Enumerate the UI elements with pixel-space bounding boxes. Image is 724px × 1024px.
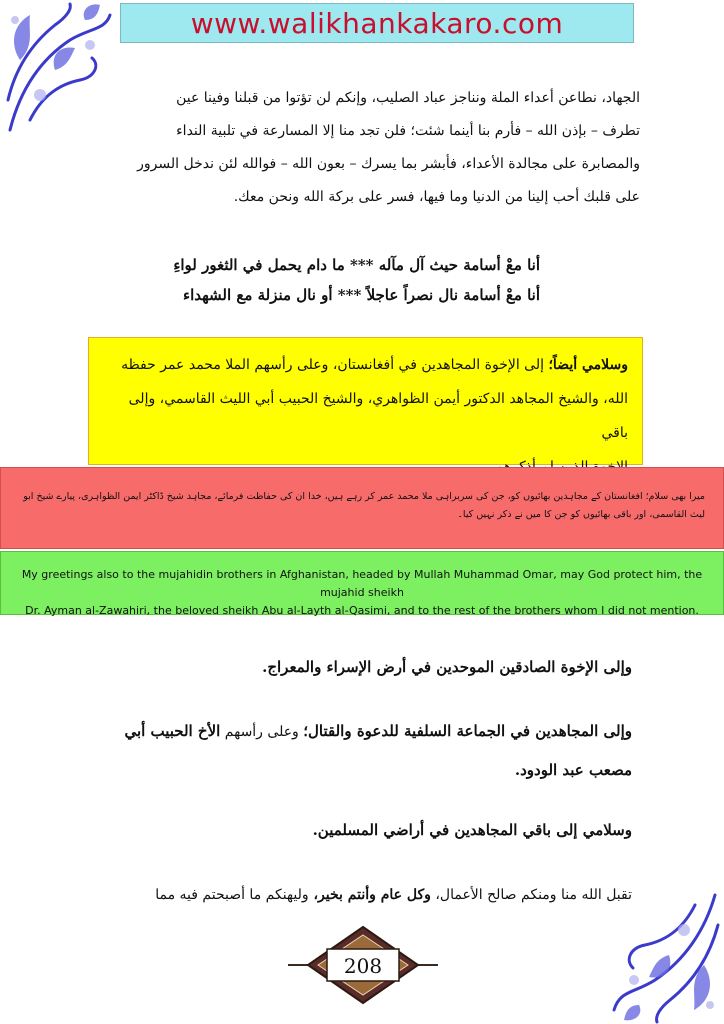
english-translation-line: My greetings also to the mujahidin brothers in Afghanistan, headed by Mullah Muhammad Omar, may God protect him, the mujahid sheikh — [21, 568, 703, 599]
body-line: وسلامي إلى باقي المجاهدين في أراضي المسلمين. — [312, 821, 632, 839]
english-translation-line: Dr. Ayman al-Zawahiri, the beloved sheikh Abu al-Layth al-Qasimi, and to the rest of the brothers whom I did not mention. — [25, 604, 699, 617]
body-text: وعلى رأسهم — [220, 724, 304, 740]
intro-line: على قلبك أحب إلينا من الدنيا وما فيها، فسر على بركة الله ونحن معك. — [233, 189, 640, 205]
body-text: وإلى المجاهدين في الجماعة السلفية للدعوة والقتال؛ — [303, 722, 632, 740]
site-header — [120, 3, 634, 43]
body-line — [92, 712, 632, 751]
body-text: وليهنكم ما أصبحتم فيه مما — [155, 887, 309, 903]
urdu-translation-box — [0, 467, 724, 549]
poem-line: أنا معْ أسامة نال نصراً عاجلاً *** أو نال منزلة مع الشهداء — [183, 286, 540, 304]
page-number: 208 — [343, 954, 383, 978]
intro-line: والمصابرة على مجالدة الأعداء، فأبشر بما يسرك – بعون الله – فوالله لئن ندخل السرور — [137, 156, 640, 172]
body-text: تقبل الله منا ومنكم صالح الأعمال، — [430, 887, 632, 903]
body-line: وإلى الإخوة الصادقين الموحدين في أرض الإسراء والمعراج. — [262, 658, 632, 676]
urdu-translation-text: میرا بھی سلام؛ افغانستان کے مجاہدین بھائیوں کو، جن کی سربراہی ملا محمد عمر کر رہے ہیں، خدا ان کی حفاظت فرمائے، مجاہد شیخ ڈاکٹر ایمن الظواہری، پیارے شیخ ابو لیث القاسمی، اور باقی بھائیوں کو جن کا میں نے ذکر نہیں کیا۔ — [23, 491, 705, 520]
greeting-line: الله، والشيخ المجاهد الدكتور أيمن الظواهري، والشيخ الحبيب أبي الليث القاسمي، وإلى باقي — [128, 391, 628, 441]
body-line: مصعب عبد الودود. — [514, 761, 632, 779]
intro-line: تطرف – بإذن الله – فأرم بنا أينما شئت؛ فلن تجد منا إلا المسارعة في تلبية النداء — [176, 123, 640, 139]
floral-ornament-icon — [600, 890, 724, 1024]
greeting-line — [103, 348, 628, 382]
site-url[interactable]: www.walikhankakaro.com — [190, 6, 564, 40]
poem-verses — [92, 250, 540, 310]
poem-line: أنا معْ أسامة حيث آل مآله *** ما دام يحمل في الثغور لواءِ — [173, 256, 540, 274]
body-line — [92, 880, 632, 910]
intro-paragraph — [92, 82, 640, 214]
english-translation-box — [0, 551, 724, 615]
body-text: الأخ الحبيب أبي — [124, 722, 221, 740]
intro-line: الجهاد، نطاعن أعداء الملة ونناجز عباد الصليب، وإنكم لن تؤتوا من قبلنا وفينا عين — [176, 90, 640, 106]
body-text-bold: وكل عام وأنتم بخير، — [308, 887, 431, 903]
greeting-lead: وسلامي أيضاً؛ — [548, 357, 628, 373]
body-paragraph — [92, 712, 632, 789]
greeting-text: إلى الإخوة المجاهدين في أفغانستان، وعلى رأسهم الملا محمد عمر حفظه — [121, 357, 549, 373]
arabic-greeting-box — [88, 337, 643, 465]
